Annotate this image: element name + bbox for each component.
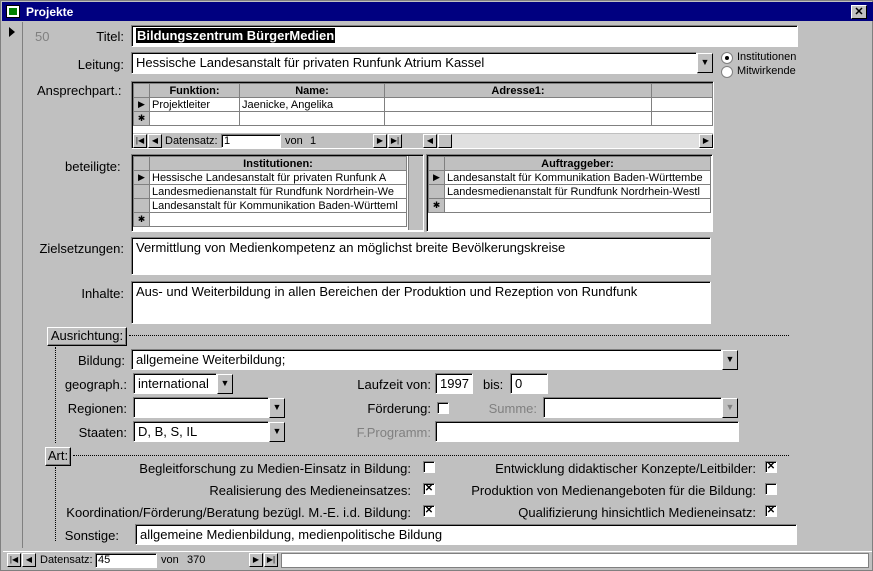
- bildung-field[interactable]: allgemeine Weiterbildung;: [131, 349, 722, 370]
- art-checkbox-qualifizierung[interactable]: ✕: [766, 505, 776, 516]
- art-checkbox-entwicklung[interactable]: ✕: [766, 461, 776, 472]
- table-row[interactable]: [134, 199, 407, 213]
- form-icon: [6, 5, 20, 18]
- geograph-field[interactable]: international: [133, 373, 217, 394]
- leitung-dropdown-icon[interactable]: ▼: [697, 53, 713, 73]
- bis-label: bis:: [483, 377, 504, 392]
- radio-institutionen[interactable]: [721, 52, 733, 64]
- fprogramm-field[interactable]: [435, 421, 739, 442]
- art-button[interactable]: Art:: [45, 447, 71, 466]
- main-nav-of: von: [161, 554, 179, 566]
- radio-mitwirkende[interactable]: [721, 66, 733, 78]
- ziel-field[interactable]: Vermittlung von Medienkompetenz an möglichst breite Bevölkerungskreise: [131, 237, 711, 275]
- laufzeit-bis-field[interactable]: 0: [510, 373, 548, 394]
- table-row[interactable]: [134, 171, 407, 185]
- geograph-dropdown-icon[interactable]: ▼: [217, 374, 233, 394]
- table-row[interactable]: [134, 185, 407, 199]
- leitung-label: Leitung:: [77, 57, 124, 72]
- art-checkbox-realisierung[interactable]: ✕: [424, 483, 434, 494]
- next-record-icon[interactable]: ▶: [249, 553, 263, 567]
- scroll-left-icon[interactable]: ◀: [423, 134, 437, 148]
- title-bar: [2, 2, 873, 21]
- next-record-icon[interactable]: ▶: [373, 134, 387, 148]
- titel-label: Titel:: [96, 29, 124, 44]
- ansprech-subform: [131, 81, 714, 149]
- separator: [73, 455, 789, 456]
- bildung-label: Bildung:: [78, 353, 125, 368]
- cell-auftraggeber[interactable]: Landesmedienanstalt für Rundfunk Nordrhein-Westl: [445, 185, 711, 199]
- art-label-realisierung: Realisierung des Medieneinsatzes:: [209, 483, 411, 498]
- summe-dropdown-icon[interactable]: ▼: [722, 398, 738, 418]
- cell-institution[interactable]: Landesanstalt für Kommunikation Baden-Württeml: [150, 199, 407, 213]
- cell-name[interactable]: Jaenicke, Angelika: [240, 98, 385, 112]
- new-row-asterisk-icon[interactable]: ✱: [134, 112, 150, 126]
- close-button[interactable]: ✕: [851, 5, 867, 19]
- col-funktion[interactable]: Funktion:: [150, 84, 240, 98]
- nav-label: Datensatz:: [165, 135, 218, 147]
- first-record-icon[interactable]: |◀: [7, 553, 21, 567]
- main-record-nav: [3, 551, 872, 569]
- art-checkbox-begleitforschung[interactable]: [423, 461, 435, 473]
- summe-label: Summe:: [488, 401, 537, 416]
- col-institutionen[interactable]: Institutionen:: [150, 157, 407, 171]
- laufzeit-label: Laufzeit von:: [357, 377, 431, 392]
- inhalte-field[interactable]: Aus- und Weiterbildung in allen Bereichen der Produktion und Rezeption von Rundfunk: [131, 281, 711, 324]
- titel-field[interactable]: [131, 25, 798, 47]
- cell-funktion[interactable]: Projektleiter: [150, 98, 240, 112]
- art-checkbox-produktion[interactable]: [765, 483, 777, 495]
- inhalte-label: Inhalte:: [81, 286, 124, 301]
- main-nav-total: 370: [187, 554, 206, 566]
- row-pointer-icon[interactable]: ▶: [134, 98, 150, 112]
- new-row[interactable]: [429, 199, 711, 213]
- main-nav-current[interactable]: 45: [95, 553, 157, 568]
- table-row[interactable]: [429, 185, 711, 199]
- horizontal-scrollbar[interactable]: [281, 553, 869, 568]
- art-label-produktion: Produktion von Medienangeboten für die Bildung:: [471, 483, 756, 498]
- sonstige-label: Sonstige:: [64, 528, 119, 543]
- new-row-asterisk-icon[interactable]: ✱: [429, 199, 445, 213]
- staaten-dropdown-icon[interactable]: ▼: [269, 422, 285, 442]
- regionen-field[interactable]: [133, 397, 269, 418]
- art-label-begleitforschung: Begleitforschung zu Medien-Einsatz in Bildung:: [139, 461, 411, 476]
- staaten-field[interactable]: D, B, S, IL: [133, 421, 269, 442]
- prev-record-icon[interactable]: ◀: [22, 553, 36, 567]
- radio-mitwirkende-label: Mitwirkende: [737, 65, 796, 77]
- record-selector[interactable]: [3, 22, 23, 548]
- horizontal-scrollbar[interactable]: [438, 134, 700, 148]
- ansprech-label: Ansprechpart.:: [37, 83, 122, 98]
- window-title: Projekte: [26, 5, 74, 19]
- ausrichtung-button[interactable]: Ausrichtung:: [47, 327, 127, 346]
- new-row[interactable]: [134, 213, 407, 227]
- current-record-pointer-icon: [9, 27, 15, 37]
- laufzeit-von-field[interactable]: 1997: [435, 373, 473, 394]
- nav-current[interactable]: 1: [221, 134, 281, 148]
- cell-institution[interactable]: Hessische Landesanstalt für privaten Runfunk A: [150, 171, 407, 185]
- art-label-koordination: Koordination/Förderung/Beratung bezügl. M.-E. i.d. Bildung:: [66, 505, 411, 520]
- last-record-icon[interactable]: ▶|: [388, 134, 402, 148]
- record-id: 50: [35, 29, 50, 44]
- nav-total: 1: [310, 135, 317, 147]
- art-label-qualifizierung: Qualifizierung hinsichtlich Medieneinsatz:: [518, 505, 756, 520]
- staaten-label: Staaten:: [78, 425, 127, 440]
- vertical-scrollbar[interactable]: [408, 156, 424, 230]
- row-header: [134, 84, 150, 98]
- sonstige-field[interactable]: allgemeine Medienbildung, medienpolitische Bildung: [135, 524, 797, 545]
- auftraggeber-subform: [426, 154, 713, 232]
- leitung-field[interactable]: Hessische Landesanstalt für privaten Runfunk Atrium Kassel: [131, 52, 697, 74]
- regionen-label: Regionen:: [67, 401, 127, 416]
- first-record-icon[interactable]: |◀: [133, 134, 147, 148]
- new-row[interactable]: [134, 112, 713, 126]
- fprogramm-label: F.Programm:: [356, 425, 431, 440]
- bildung-dropdown-icon[interactable]: ▼: [722, 350, 738, 370]
- art-checkbox-koordination[interactable]: ✕: [424, 505, 434, 516]
- regionen-dropdown-icon[interactable]: ▼: [269, 398, 285, 418]
- col-name[interactable]: Name:: [240, 84, 385, 98]
- cell-adresse1[interactable]: [385, 98, 652, 112]
- prev-record-icon[interactable]: ◀: [148, 134, 162, 148]
- scroll-thumb[interactable]: [438, 134, 452, 148]
- col-adresse1[interactable]: Adresse1:: [385, 84, 652, 98]
- foerderung-label: Förderung:: [367, 401, 431, 416]
- art-label-entwicklung: Entwicklung didaktischer Konzepte/Leitbilder:: [495, 461, 756, 476]
- radio-institutionen-label: Institutionen: [737, 51, 797, 63]
- cell-institution[interactable]: Landesmedienanstalt für Rundfunk Nordrhein-We: [150, 185, 407, 199]
- cell-auftraggeber[interactable]: Landesanstalt für Kommunikation Baden-Württembe: [445, 171, 711, 185]
- last-record-icon[interactable]: ▶|: [264, 553, 278, 567]
- new-row-asterisk-icon[interactable]: ✱: [134, 213, 150, 227]
- summe-field[interactable]: [543, 397, 722, 418]
- foerderung-checkbox[interactable]: [437, 402, 449, 414]
- col-auftraggeber[interactable]: Auftraggeber:: [445, 157, 711, 171]
- table-row[interactable]: [134, 98, 713, 112]
- institutionen-subform: [131, 154, 424, 232]
- main-nav-label: Datensatz:: [40, 554, 93, 566]
- row-pointer-icon[interactable]: ▶: [134, 171, 150, 185]
- row-pointer-icon[interactable]: ▶: [429, 171, 445, 185]
- ansprech-nav: [133, 133, 713, 149]
- ziel-label: Zielsetzungen:: [39, 241, 124, 256]
- scroll-right-icon[interactable]: ▶: [699, 134, 713, 148]
- col-extra: [652, 84, 713, 98]
- titel-value: Bildungszentrum BürgerMedien: [137, 28, 335, 43]
- nav-of: von: [285, 135, 303, 147]
- table-row[interactable]: [429, 171, 711, 185]
- separator: [129, 335, 789, 336]
- beteiligte-label: beteiligte:: [65, 159, 121, 174]
- geograph-label: geograph.:: [64, 377, 127, 392]
